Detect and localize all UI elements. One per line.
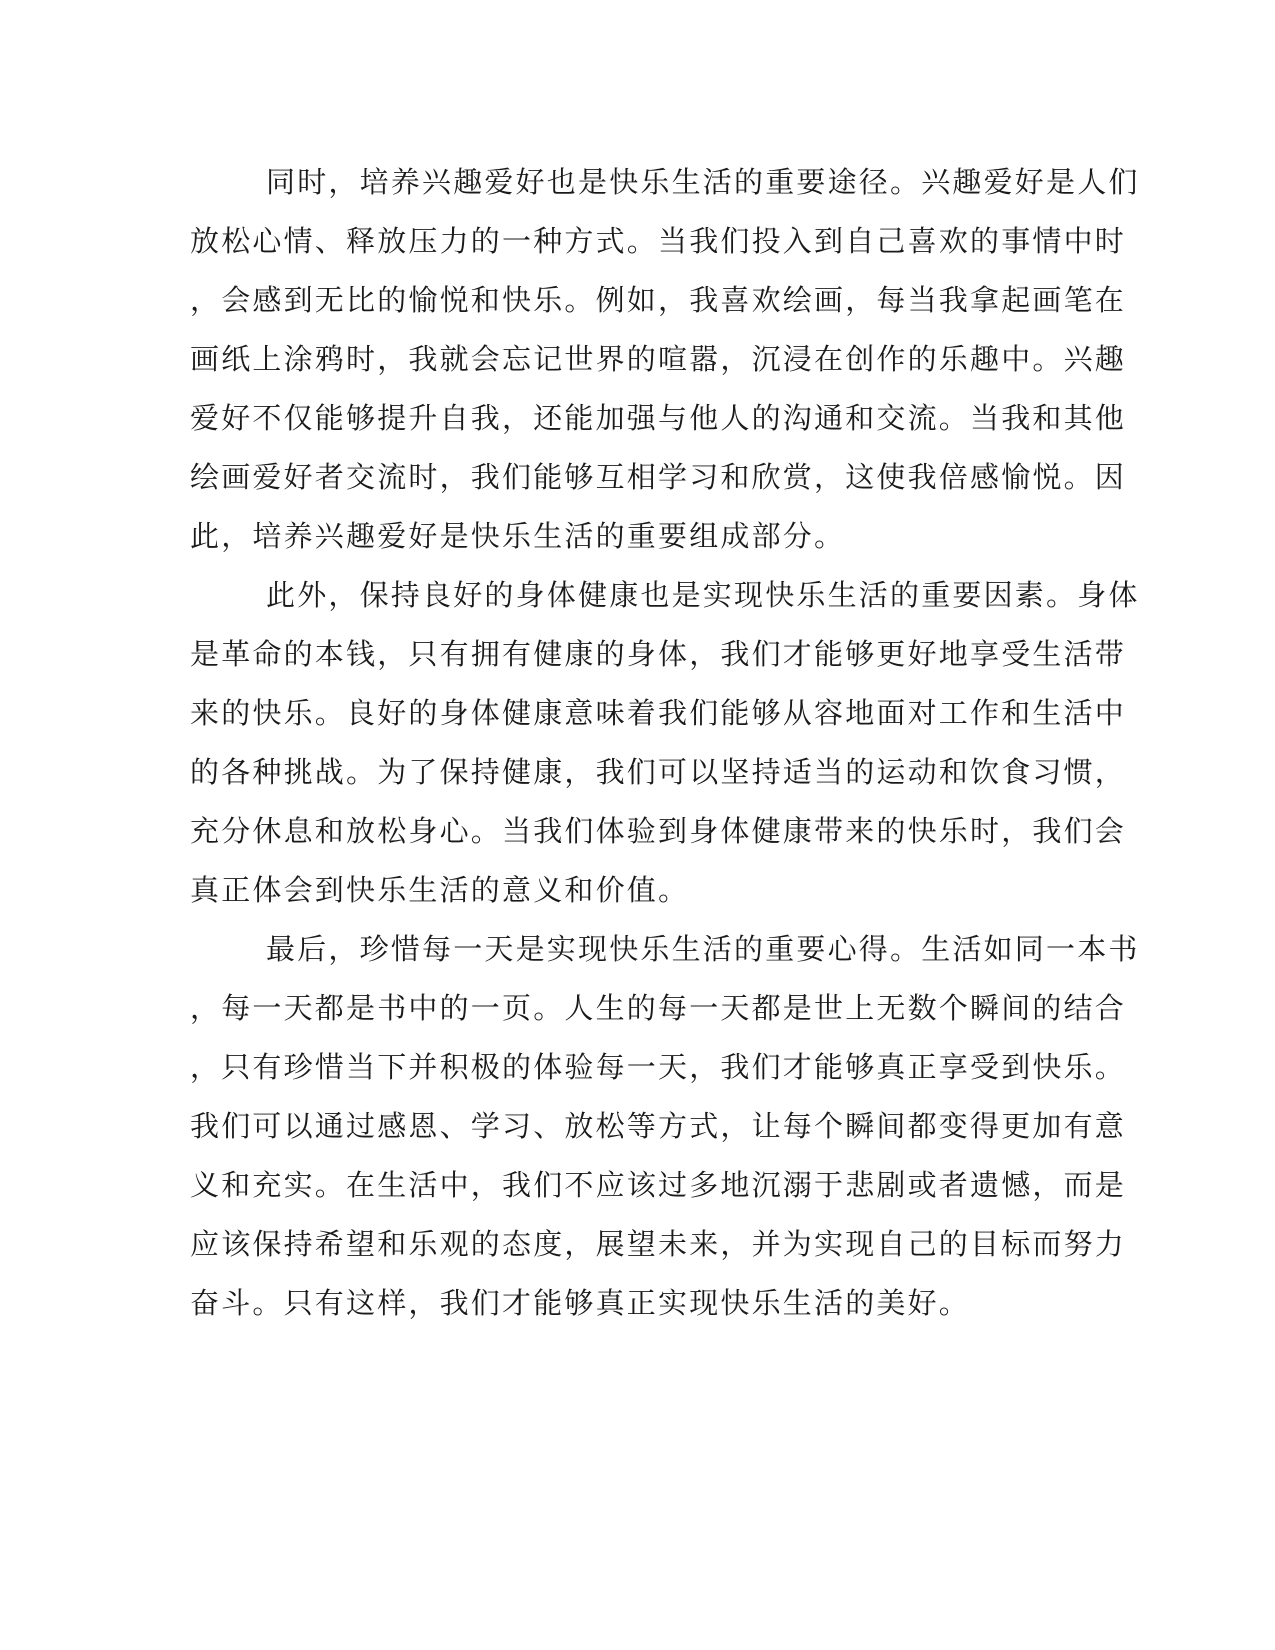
- paragraph-2-line-4: 的各种挑战。为了保持健康，我们可以坚持适当的运动和饮食习惯，: [190, 755, 1127, 789]
- paragraph-3-line-4: 我们可以通过感恩、学习、放松等方式，让每个瞬间都变得更加有意: [190, 1109, 1127, 1143]
- paragraph-1-line-1: 同时，培养兴趣爱好也是快乐生活的重要途径。兴趣爱好是人们: [266, 165, 1140, 199]
- paragraph-1-line-5: 爱好不仅能够提升自我，还能加强与他人的沟通和交流。当我和其他: [190, 401, 1127, 435]
- paragraph-2-line-2: 是革命的本钱，只有拥有健康的身体，我们才能够更好地享受生活带: [190, 637, 1127, 671]
- paragraph-3-line-2: ，每一天都是书中的一页。人生的每一天都是世上无数个瞬间的结合: [190, 991, 1127, 1025]
- paragraph-1-line-2: 放松心情、释放压力的一种方式。当我们投入到自己喜欢的事情中时: [190, 224, 1127, 258]
- paragraph-1-line-7: 此，培养兴趣爱好是快乐生活的重要组成部分。: [190, 519, 846, 553]
- paragraph-1-line-4: 画纸上涂鸦时，我就会忘记世界的喧嚣，沉浸在创作的乐趣中。兴趣: [190, 342, 1127, 376]
- paragraph-3-line-1: 最后，珍惜每一天是实现快乐生活的重要心得。生活如同一本书: [266, 932, 1140, 966]
- paragraph-3-line-7: 奋斗。只有这样，我们才能够真正实现快乐生活的美好。: [190, 1286, 971, 1320]
- paragraph-3-line-3: ，只有珍惜当下并积极的体验每一天，我们才能够真正享受到快乐。: [190, 1050, 1127, 1084]
- paragraph-1-line-3: ，会感到无比的愉悦和快乐。例如，我喜欢绘画，每当我拿起画笔在: [190, 283, 1127, 317]
- paragraph-1-line-6: 绘画爱好者交流时，我们能够互相学习和欣赏，这使我倍感愉悦。因: [190, 460, 1127, 494]
- paragraph-2-line-5: 充分休息和放松身心。当我们体验到身体健康带来的快乐时，我们会: [190, 814, 1127, 848]
- paragraph-2-line-1: 此外，保持良好的身体健康也是实现快乐生活的重要因素。身体: [266, 578, 1140, 612]
- paragraph-2-line-3: 来的快乐。良好的身体健康意味着我们能够从容地面对工作和生活中: [190, 696, 1127, 730]
- paragraph-3-line-5: 义和充实。在生活中，我们不应该过多地沉溺于悲剧或者遗憾，而是: [190, 1168, 1127, 1202]
- paragraph-2-line-6: 真正体会到快乐生活的意义和价值。: [190, 873, 690, 907]
- paragraph-3-line-6: 应该保持希望和乐观的态度，展望未来，并为实现自己的目标而努力: [190, 1227, 1127, 1261]
